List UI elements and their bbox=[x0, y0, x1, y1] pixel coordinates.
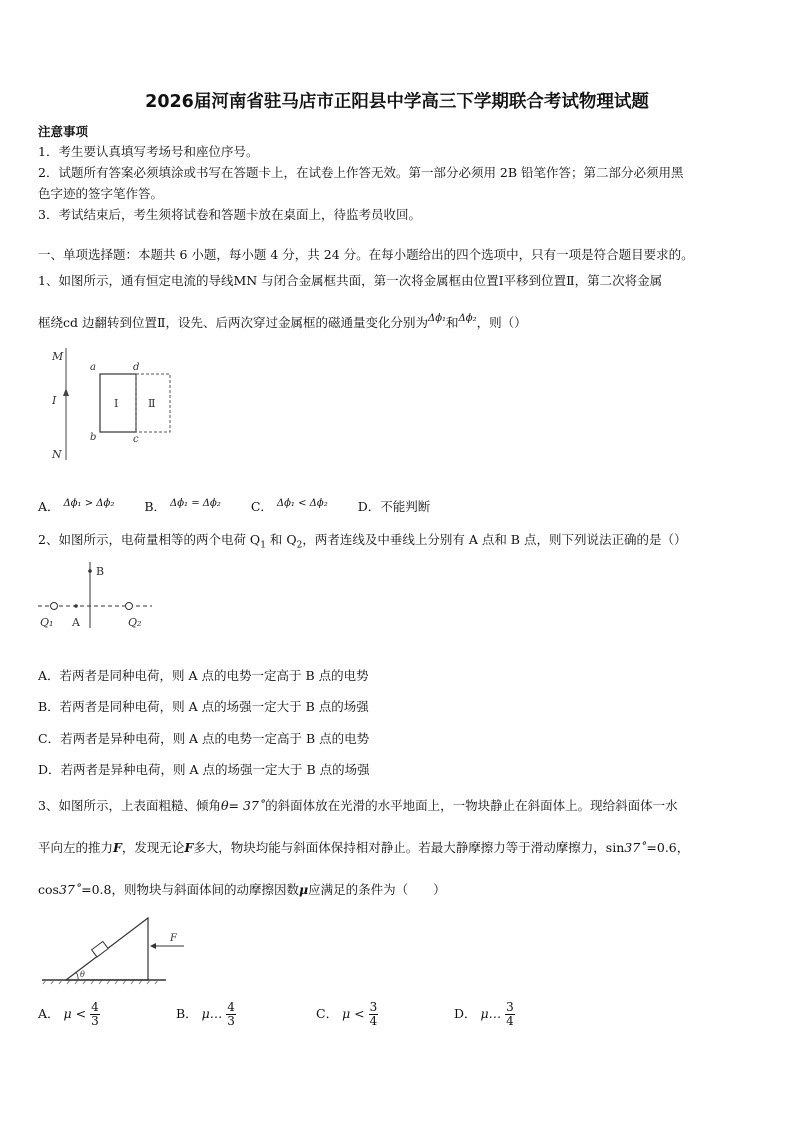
q1-option-b: Δϕ₁ = Δϕ₂ bbox=[170, 498, 221, 509]
q3-option-b-fraction bbox=[226, 1001, 236, 1028]
q3-d-den: 4 bbox=[506, 1013, 514, 1028]
notice-heading: 注意事项 bbox=[38, 124, 89, 139]
q3-option-d bbox=[454, 1001, 574, 1028]
angle-arc bbox=[76, 972, 78, 980]
q3-option-c-fraction bbox=[369, 1001, 379, 1028]
label-q1: Q₁ bbox=[40, 616, 54, 629]
q2-figure bbox=[34, 558, 159, 633]
q3-option-b-rel: μ… bbox=[201, 1005, 223, 1021]
q1-figure bbox=[38, 340, 188, 470]
q3-mu: μ bbox=[298, 882, 309, 897]
q3-option-b-label: B． bbox=[176, 1005, 198, 1021]
q3-options bbox=[38, 996, 574, 1032]
q1-option-a-label: A． bbox=[38, 499, 60, 514]
q2-option-b: B．若两者是同种电荷，则 A 点的场强一定大于 B 点的场强 bbox=[38, 699, 369, 714]
q2-stem-c: ，两者连线及中垂线上分别有 A 点和 B 点，则下列说法正确的是（） bbox=[302, 532, 687, 547]
label-i: I bbox=[52, 394, 57, 407]
q1-stem-text: 框绕cd 边翻转到位置Ⅱ，设先、后两次穿过金属框的磁通量变化分别为 bbox=[38, 315, 428, 330]
charge-q2 bbox=[126, 603, 133, 610]
q3-f-1: F bbox=[113, 840, 122, 855]
q3-l1-b: 的斜面体放在光滑的水平地面上，一物块静止在斜面体上。现给斜面体一水 bbox=[265, 798, 678, 813]
q3-l3-a: cos bbox=[38, 882, 59, 897]
q3-option-a-fraction bbox=[90, 1001, 100, 1028]
q3-stem-line3 bbox=[38, 880, 446, 898]
q1-stem-line1: 1、如图所示，通有恒定电流的导线MN 与闭合金属框共面，第一次将金属框由位置Ⅰ平移到位置Ⅱ，第二次将金属 bbox=[38, 273, 663, 288]
q2-sub2: 2 bbox=[296, 540, 303, 551]
q3-l1-a: 3、如图所示，上表面粗糙、倾角 bbox=[38, 798, 221, 813]
q2-stem-b: 和 Q bbox=[265, 532, 297, 547]
q1-stem-end: ，则（） bbox=[476, 315, 527, 330]
q3-l2-a: 平向左的推力 bbox=[38, 840, 114, 855]
q1-phi1: Δϕ₁ bbox=[427, 313, 447, 324]
q3-stem-line1 bbox=[38, 796, 678, 814]
notice-3: 3．考试结束后，考生须将试卷和答题卡放在桌面上，待监考员收回。 bbox=[38, 207, 421, 222]
q3-option-d-fraction bbox=[505, 1001, 515, 1028]
q3-figure bbox=[38, 908, 198, 988]
q3-c-den: 4 bbox=[369, 1013, 378, 1028]
label-theta: θ bbox=[80, 970, 85, 979]
label-pos2: Ⅱ bbox=[148, 397, 156, 410]
q3-cos-val: 37˚ bbox=[58, 882, 82, 897]
q3-option-d-label: D． bbox=[454, 1005, 477, 1021]
label-b: b bbox=[90, 432, 97, 443]
q3-option-c-rel: μ < bbox=[342, 1005, 365, 1021]
q3-f-2: F bbox=[184, 840, 194, 855]
q1-option-c: Δϕ₁ < Δϕ₂ bbox=[276, 498, 328, 509]
q3-l2-b: ，发现无论 bbox=[121, 840, 185, 855]
q3-a-num: 4 bbox=[91, 999, 99, 1014]
point-a bbox=[74, 604, 78, 608]
label-m: M bbox=[52, 350, 64, 363]
q3-stem-line2 bbox=[38, 838, 689, 856]
q3-l2-d: =0.6， bbox=[646, 840, 690, 855]
section-heading: 一、单项选择题：本题共 6 小题，每小题 4 分，共 24 分。在每小题给出的四个选项中，只有一项是符合题目要求的。 bbox=[38, 247, 694, 262]
q3-option-c-label: C． bbox=[316, 1005, 339, 1021]
force-arrowhead-icon bbox=[150, 943, 156, 949]
point-b bbox=[88, 569, 92, 573]
q3-sin-val: 37˚ bbox=[624, 840, 647, 855]
q3-option-b bbox=[176, 1001, 316, 1028]
q2-option-a: A．若两者是同种电荷，则 A 点的电势一定高于 B 点的电势 bbox=[38, 668, 369, 683]
notice-2b: 色字迹的签字笔作答。 bbox=[38, 186, 164, 201]
block bbox=[92, 941, 109, 957]
q1-options bbox=[38, 497, 430, 515]
notice-2a: 2．试题所有答案必须填涂或书写在答题卡上，在试卷上作答无效。第一部分必须用 2B 铅笔作答；第二部分必须用黑 bbox=[38, 165, 684, 180]
label-c: c bbox=[133, 434, 139, 445]
current-arrow-icon bbox=[63, 388, 69, 396]
q3-d-num: 3 bbox=[506, 999, 514, 1014]
label-d: d bbox=[133, 362, 140, 373]
q2-sub1: 1 bbox=[260, 540, 266, 551]
q1-option-d-label: D． bbox=[357, 499, 381, 514]
charge-q1 bbox=[51, 603, 58, 610]
q3-option-c bbox=[316, 1001, 454, 1028]
q3-option-a-rel: μ < bbox=[63, 1005, 87, 1021]
label-pos1: Ⅰ bbox=[114, 397, 119, 410]
notice-1: 1．考生要认真填写考场号和座位序号。 bbox=[38, 144, 259, 159]
label-a: A bbox=[72, 616, 80, 629]
page-title: 2026届河南省驻马店市正阳县中学高三下学期联合考试物理试题 bbox=[145, 92, 649, 112]
q3-theta: θ= 37˚ bbox=[220, 798, 266, 813]
q2-option-d: D．若两者是异种电荷，则 A 点的场强一定大于 B 点的场强 bbox=[38, 762, 370, 777]
q3-option-a-label: A． bbox=[38, 1005, 60, 1021]
q2-option-c: C．若两者是异种电荷，则 A 点的电势一定高于 B 点的电势 bbox=[38, 731, 370, 746]
q3-option-d-rel: μ… bbox=[480, 1005, 502, 1021]
q3-c-num: 3 bbox=[369, 999, 378, 1014]
q3-l2-c: 多大，物块均能与斜面体保持相对静止。若最大静摩擦力等于滑动摩擦力，sin bbox=[193, 840, 625, 855]
label-q2: Q₂ bbox=[128, 616, 142, 629]
q3-b-den: 3 bbox=[227, 1013, 235, 1028]
q2-stem bbox=[38, 530, 686, 551]
label-b: B bbox=[96, 565, 105, 578]
q3-b-num: 4 bbox=[227, 999, 235, 1014]
q3-l3-c: 应满足的条件为（ ） bbox=[308, 882, 446, 897]
label-n: N bbox=[52, 448, 62, 461]
q1-phi2: Δϕ₂ bbox=[458, 313, 477, 324]
q1-stem-line2 bbox=[38, 313, 527, 331]
q1-and: 和 bbox=[446, 315, 459, 330]
q1-option-b-label: B． bbox=[144, 499, 167, 514]
q1-option-d: 不能判断 bbox=[380, 499, 431, 514]
q3-a-den: 3 bbox=[91, 1013, 99, 1028]
q3-l3-b: =0.8，则物块与斜面体间的动摩擦因数 bbox=[81, 882, 299, 897]
q2-stem-a: 2、如图所示，电荷量相等的两个电荷 Q bbox=[38, 532, 261, 547]
label-a: a bbox=[90, 362, 96, 373]
q1-option-c-label: C． bbox=[250, 499, 273, 514]
label-f: F bbox=[170, 933, 177, 944]
q1-option-a: Δϕ₁ > Δϕ₂ bbox=[63, 498, 115, 509]
q3-option-a bbox=[38, 1001, 176, 1028]
